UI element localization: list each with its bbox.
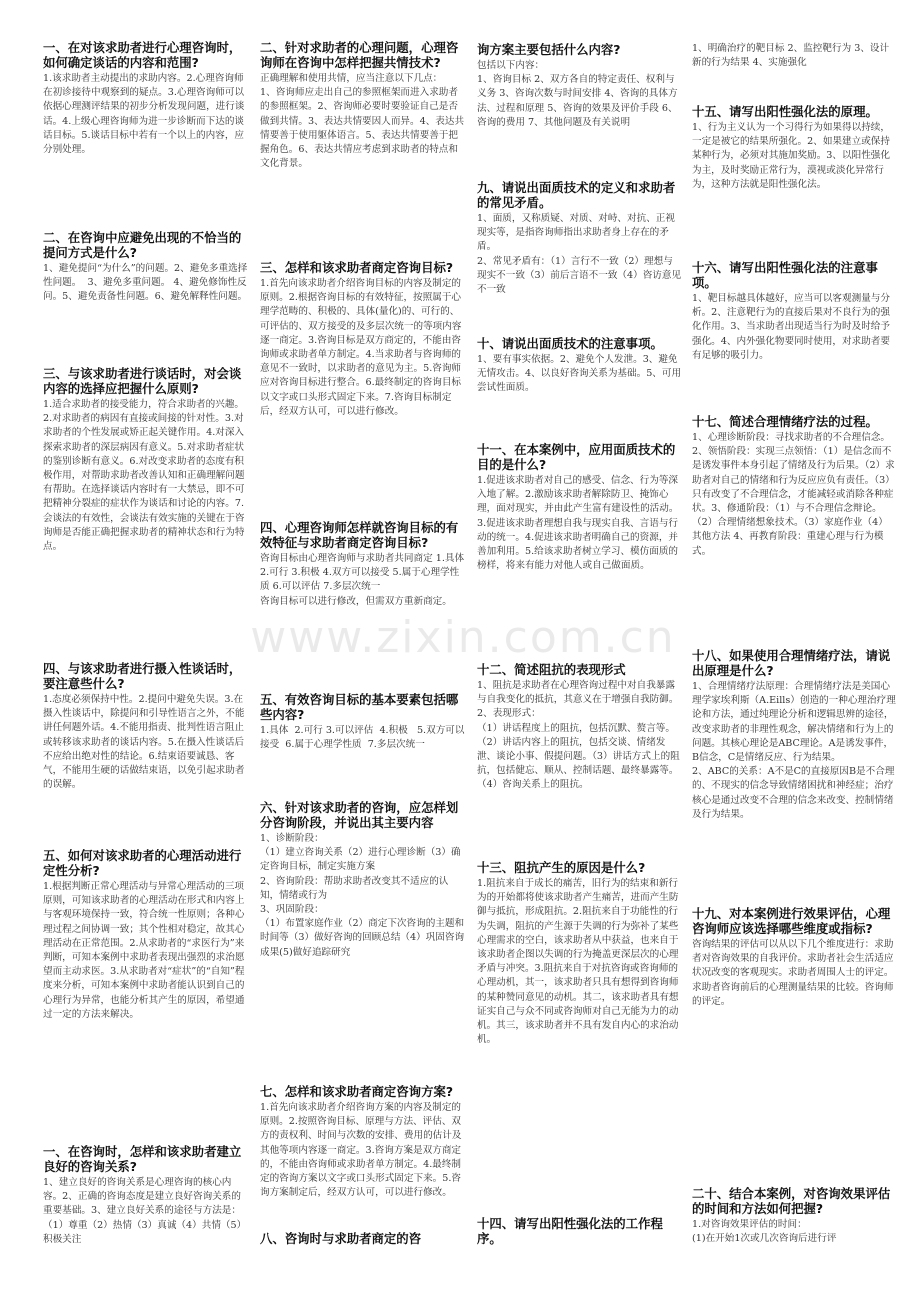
section-4-2 (692, 104, 897, 192)
section-1-4 (43, 661, 248, 792)
section-heading: 询方案主要包括什么内容? (477, 42, 621, 57)
section-heading: 十五、请写出阳性强化法的原理。 (692, 104, 878, 119)
section-heading: 二、针对求助者的心理问题，心理咨询师在咨询中怎样把握共情技术? (260, 40, 459, 70)
section-4-7 (692, 1186, 897, 1246)
section-heading: 八、咨询时与求助者商定的咨 (260, 1231, 422, 1246)
section-body: 1.根据判断正常心理活动与异常心理活动的三项原则，可知该求助者的心理活动在形式和内容上与客观环境保持一致，符合统一性原则；各种心理过程之间协调一致；其个性相对稳定，故其心理活动在正常范围。2.从求助者的“求医行为”来判断，可知本案例中求助者表现出强烈的求治愿望而主动求医。3.从求助者对“症状”的“自知”程度来分析，可知本案例中求助者能认识到自己的心理行为异常，也能分析其产生的原因，希望通过一定的方法来解决。 (43, 881, 245, 1020)
section-body: 1.对咨询效果评估的时间： (1)在开始1次或几次咨询后进行评 (692, 1219, 837, 1245)
section-body: 1.具体 2.可行 3.可以评估 4.积极 5.双方可以接受 6.属于心理学性质 7.多层次统一 (260, 725, 465, 751)
section-body: 咨询结果的评估可以从以下几个维度进行：求助者对咨询效果的自我评价。求助者社会生活适应状况改变的客观现实。求助者周围人士的评定。求助者咨询前后的心理测量结果的比较。咨询师的评定。 (692, 939, 894, 1007)
section-body: 1、面质，又称质疑、对质、对峙、对抗、正视现实等，是指咨询师指出求助者身上存在的矛盾。 2、常见矛盾有：（1）言行不一致（2）理想与现实不一致（3）前后言语不一致（4）咨访意见不一致 (477, 213, 682, 296)
section-body: 1.首先向该求助者介绍咨询方案的内容及制定的原则。2.按照咨询目标、原理与方法、评估、双方的责权利、时间与次数的安排、费用的估计及其他等项内容逐一商定。3.咨询方案是双方商定的，不能由咨询师或求助者单方制定。4.最终制定的咨询方案以文字或口头形式固定下来。5.咨询方案制定后，经双方认可，可以进行修改。 (260, 1102, 462, 1199)
section-heading: 十七、简述合理情绪疗法的过程。 (692, 414, 878, 429)
section-heading: 五、有效咨询目标的基本要素包括哪些内容? (260, 692, 459, 722)
section-2-7 (260, 1231, 465, 1248)
section-body: 1、靶目标越具体越好，应当可以客观测量与分析。2、注意靶行为的直接后果对不良行为的强化作用。3、当求助者出现适当行为时及时给予强化。4、内外强化物要同时使用，对求助者要有足够的吸引力。 (692, 293, 890, 361)
section-body: 1.态度必须保持中性。2.提问中避免失误。3.在摄入性谈话中，除提问和引导性语言之外，不能讲任何题外话。4.不能用指责、批判性语言阻止或转移该求助者的谈话内容。5.在摄入性谈话后不应给出绝对性的结论。6.结束语要诚恳、客气，不能用生硬的话做结束语，以免引起求助者的误解。 (43, 694, 245, 791)
section-heading: 七、怎样和该求助者商定咨询方案? (260, 1084, 454, 1099)
section-heading: 十九、对本案例进行效果评估，心理咨询师应该选择哪些维度或指标? (692, 906, 891, 936)
section-body: 包括以下内容： 1、咨询目标 2、双方各自的特定责任、权利与义务 3、咨询次数与时间安排 4、咨询的具体方法、过程和原理 5、咨询的效果及评价手段 6、咨询的费用 7、其他问题及有关说明 (477, 60, 678, 128)
section-heading: 一、在咨询时，怎样和该求助者建立良好的咨询关系? (43, 1144, 242, 1174)
section-1-1 (43, 40, 248, 157)
section-heading: 三、怎样和该求助者商定咨询目标? (260, 260, 454, 275)
section-heading: 二、在咨询中应避免出现的不恰当的提问方式是什么? (43, 230, 242, 260)
section-3-4 (477, 442, 682, 573)
section-body: 1、要有事实依据。2、避免个人发泄。3、避免无情攻击。4、以良好咨询关系为基础。5、可用尝试性面质。 (477, 354, 682, 394)
section-3-3 (477, 336, 682, 396)
section-3-2 (477, 180, 682, 297)
section-heading: 十八、如果使用合理情绪疗法，请说出原理是什么? (692, 648, 891, 678)
section-heading: 五、如何对该求助者的心理活动进行定性分析? (43, 848, 242, 878)
section-4-6 (692, 906, 897, 1009)
section-2-3 (260, 520, 465, 609)
section-heading: 四、心理咨询师怎样就咨询目标的有效特征与求助者商定咨询目标? (260, 520, 459, 550)
section-2-1 (260, 40, 465, 171)
section-body: 1、建立良好的咨询关系是心理咨询的核心内容。2、正确的咨询态度是建立良好咨询关系的重要基础。3、建立良好关系的途径与方法是：（1）尊重（2）热情（3）真诚（4）共情（5）积极关注 (43, 1177, 247, 1245)
section-1-3 (43, 366, 248, 554)
section-heading: 一、在对该求助者进行心理咨询时，如何确定谈话的内容和范围? (43, 40, 242, 70)
section-heading: 九、请说出面质技术的定义和求助者的常见矛盾。 (477, 180, 676, 210)
section-2-6 (260, 1084, 465, 1200)
section-body: 正确理解和使用共情，应当注意以下几点： 1、咨询师应走出自己的参照框架而进入求助者的参照框架。2、咨询师必要时要验证自己是否做到共情。3、表达共情要因人而异。4、表达共情要善于使用躯体语言。5、表达共情要善于把握角色。6、表达共情应考虑到求助者的特点和文化背景。 (260, 73, 465, 170)
watermark: www.zixin.com.cn (250, 612, 676, 663)
section-heading: 十一、在本案例中，应用面质技术的目的是什么? (477, 442, 676, 472)
section-body: 1、避免提问“为什么”的问题。2、避免多重选择性问题。 3、避免多重问题。 4、避免修饰性反问。5、避免责备性问题。6、避免解释性问题。 (43, 263, 248, 303)
section-body: 1、合理情绪疗法原理：合理情绪疗法是美国心理学家埃利斯（A.Eills）创造的一种心理治疗理论和方法，通过纯理论分析和逻辑思辨的途径，改变求助者的非理性观念，解决情绪和行为上的问题。其核心理论是ABC理论。A是诱发事件，B信念，C是情绪反应、行为结果。 2、ABC的关系：A不是C的直接原因B是不合理的、不现实的信念导致情绪困扰和神经症；治疗核心是通过改变不合理的信念来改变、控制情绪及行为结果。 (692, 681, 896, 820)
section-heading: 四、与该求助者进行摄入性谈话时，要注意些什么? (43, 661, 242, 691)
section-body: 1、诊断阶段： （1）建立咨询关系（2）进行心理诊断（3）确定咨询目标，制定实施方案 2、咨询阶段：帮助求助者改变其不适应的认知，情绪或行为 3、巩固阶段： （1）布置家庭作业（2）商定下次咨询的主题和时间等（3）做好咨询的回顾总结（4）巩固咨询成果(5)做好追踪研究 (260, 833, 465, 958)
section-heading: 十三、阻抗产生的原因是什么? (477, 860, 646, 875)
section-2-2 (260, 260, 465, 419)
section-3-7 (477, 1216, 682, 1248)
section-3-6 (477, 860, 682, 1047)
section-1-5 (43, 848, 248, 1022)
section-body: 1、心理诊断阶段：寻找求助者的不合理信念。2、领悟阶段：实现三点领悟：（1）是信念而不是诱发事件本身引起了情绪及行为后果。（2）求助者对自己的情绪和行为反应应负有责任。（3）只有改变了不合理信念，才能减轻或消除各种症状。3、修通阶段：（1）与不合理信念辩论。（2）合理情绪想象技术。（3）家庭作业（4）其他方法 4、再教育阶段：重建心理与行为模式。 (692, 432, 895, 557)
section-body: 1、明确治疗的靶目标 2、监控靶行为 3、设计新的行为结果 4、实施强化 (692, 43, 890, 69)
section-heading: 三、与该求助者进行谈话时，对会谈内容的选择应把握什么原则? (43, 366, 242, 396)
section-body: 1.阻抗来自于成长的痛苦，旧行为的结束和新行为的开始都将使该求助者产生痛苦，进而产生防御与抵抗，形成阻抗。2.阻抗来自于功能性的行为失调，阻抗的产生源于失调的行为弥补了某些心理需求的空白，该求助者从中获益，也来自于该求助者企图以失调的行为掩盖更深层次的心理矛盾与冲突。3.阻抗来自于对抗咨询或咨询师的心理动机，其一，该求助者只具有想得到咨询师的某种赞同意见的动机。其二，该求助者具有想证实自己与众不同或咨询师对自己无能为力的动机。其三，该求助者并不具有发自内心的求治动机。 (477, 878, 679, 1046)
section-body: 咨询目标由心理咨询师与求助者共同商定 1.具体 2.可行 3.积极 4.双方可以接受 5.属于心理学性质 6.可以评估 7.多层次统一 咨询目标可以进行修改，但需双方重新商定。 (260, 553, 465, 607)
section-body: 1.首先向该求助者介绍咨询目标的内容及制定的原则。2.根据咨询目标的有效特征，按照属于心理学范畴的、积极的、具体(量化)的、可行的、可评估的、双方接受的及多层次统一的等项内容逐一商定。3.咨询目标是双方商定的，不能由咨询师或求助者单方制定。4.当求助者与咨询师的意见不一致时，以求助者的意见为主。5.咨询师应对咨询目标进行整合。6.最终制定的咨询目标以文字或口头形式固定下来。7.咨询目标制定后，经双方认可，可以进行修改。 (260, 278, 462, 417)
section-3-5 (477, 662, 682, 793)
section-1-6 (43, 1144, 248, 1247)
section-4-3 (692, 260, 897, 363)
section-2-4 (260, 692, 465, 752)
section-4-4 (692, 414, 897, 559)
section-3-1 (477, 42, 682, 130)
section-body: 1.促进该求助者对自己的感受、信念、行为等深入地了解。2.激励该求助者解除防卫、掩饰心理，面对现实，并由此产生富有建设性的活动。3.促进该求助者理想自我与现实自我、言语与行动的统一。4.促进该求助者明确自己的资源，并善加利用。5.给该求助者树立学习、模仿面质的榜样，将来有能力对他人或自己做面质。 (477, 475, 679, 572)
section-body: 1、阻抗是求助者在心理咨询过程中对自我暴露与自我变化的抵抗，其意义在于增强自我防御。 2、表现形式： （1）讲话程度上的阻抗，包括沉默、赘言等。（2）讲话内容上的阻抗，包括交谈、情绪发泄、谈论小事、假提问题。（3）讲话方式上的阻抗，包括健忘、顺从、控制话题、最终暴露等。（4）咨询关系上的阻抗。 (477, 680, 680, 791)
section-heading: 二十、结合本案例，对咨询效果评估的时间和方法如何把握? (692, 1186, 891, 1216)
section-1-2 (43, 230, 248, 305)
section-body: 1、行为主义认为一个习得行为如果得以持续，一定是被它的结果所强化。2、如果建立或保持某种行为，必须对其施加奖励。3、以阳性强化为主，及时奖励正常行为，漠视或淡化异常行为，这种方法就是阳性强化法。 (692, 122, 890, 190)
section-4-1 (692, 42, 897, 70)
section-body: 1.该求助者主动提出的求助内容。2.心理咨询师在初诊接待中观察到的疑点。3.心理咨询师可以依据心理测评结果的初步分析发现问题，进行谈话。4.上级心理咨询师为进一步诊断而下达的谈话目标。5.谈话目标中若有一个以上的内容，应分别处理。 (43, 73, 245, 156)
section-body: 1.适合求助者的接受能力，符合求助者的兴趣。2.对求助者的病因有直接或间接的针对性。3.对求助者的个性发展或矫正起关键作用。4.对深入探索求助者的深层病因有意义。5.对求助者症状的鉴别诊断有意义。6.对改变求助者的态度有积极作用，对帮助求助者改善认知和正确理解问题有帮助。在选择谈话内容时有一大禁忌，即不可把精神分裂症的症状作为谈话和讨论的内容。7.会谈法的有效性，会谈法有效实施的关键在于咨询师是否能正确把握求助者的精神状态和行为特点。 (43, 399, 245, 553)
section-heading: 十二、简述阻抗的表现形式 (477, 662, 626, 677)
section-heading: 十六、请写出阳性强化法的注意事项。 (692, 260, 878, 290)
section-heading: 六、针对该求助者的咨询，应怎样划分咨询阶段，并说出其主要内容 (260, 800, 459, 830)
section-4-5 (692, 648, 897, 822)
section-heading: 十四、请写出阳性强化法的工作程序。 (477, 1216, 663, 1246)
section-heading: 十、请说出面质技术的注意事项。 (477, 336, 663, 351)
section-2-5 (260, 800, 465, 960)
